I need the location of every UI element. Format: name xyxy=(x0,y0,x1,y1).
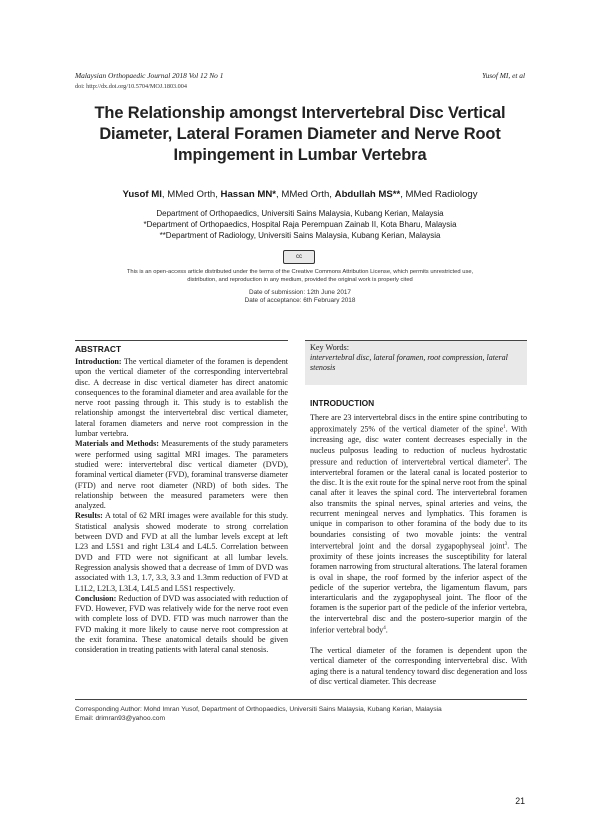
author-name: Hassan MN* xyxy=(220,189,276,200)
journal-name: Malaysian Orthopaedic Journal 2018 Vol 12 No 1 xyxy=(75,71,224,80)
citation-ref: 2 xyxy=(506,457,509,463)
doi-link[interactable]: doi: http://dx.doi.org/10.5704/MOJ.1803.004 xyxy=(75,83,187,90)
author-degree: , MMed Radiology xyxy=(400,189,478,200)
corresponding-author: Corresponding Author: Mohd Imran Yusof, Department of Orthopaedics, Universiti Sains Malaysia, Kubang Kerian, Malaysia xyxy=(75,706,442,713)
text-run: There are 23 intervertebral discs in the entire spine contributing to approximately 25% of the vertical diameter of the spine xyxy=(310,413,527,434)
text-run: . The proximity of these joints increases the susceptibility for lateral foramen narrowing from structural alterations. The lateral foramen is oval in shape, the roof formed by the inferior aspect of the pedicle of the superior vertebra, the ligamentum flavum, pars interarticularis and the zygapophyseal joint. The floor of the foramen is the superior part of the pedicle of the inferior vertebra, the intervertebral disc and the postero-superior margin of the inferior vertebral body xyxy=(310,541,527,635)
author-degree: , MMed Orth, xyxy=(276,189,335,200)
introduction-paragraph xyxy=(310,413,527,636)
introduction-body xyxy=(310,413,527,687)
abstract-conclusion xyxy=(75,594,288,656)
abstract-methods xyxy=(75,439,288,511)
affiliation: **Department of Radiology, Universiti Sains Malaysia, Kubang Kerian, Malaysia xyxy=(159,231,441,240)
section-label: Results: xyxy=(75,511,103,521)
acceptance-date: Date of acceptance: 6th February 2018 xyxy=(244,297,356,304)
page-number: 21 xyxy=(515,796,525,806)
licence-text: This is an open-access article distributed under the terms of the Creative Commons Attribution License, which permits unrestricted use, distribution, and reproduction in any medium, provided the original work is properly cited xyxy=(126,269,474,284)
creative-commons-icon[interactable]: cc xyxy=(283,250,315,264)
affiliation: *Department of Orthopaedics, Hospital Raja Perempuan Zainab II, Kota Bharu, Malaysia xyxy=(143,220,457,229)
abstract-introduction xyxy=(75,357,288,439)
text-run: . With increasing age, disc water content decreases especially in the nucleus pulposus leading to reduction of nucleus hydrostatic pressure and reduction of intervertebral vertical diameter xyxy=(310,424,527,467)
section-text: A total of 62 MRI images were available for this study. Statistical analysis showed moderate to strong correlation between DVD and FVD at all the lumbar levels except at left L23 and L5S1 and right L3L4 and L4L5. Correlation between DVD and FTD were not significant at all lumbar levels. Regression analysis showed that a decrease of 1mm of DVD was associated with 1.3, 1.7, 3.3, 3.3 and 1.3mm reduction of FVD at L1L2, L2L3, L3L4, L4L5 and L5S1 respectively. xyxy=(75,511,288,593)
section-text: Measurements of the study parameters were performed using sagittal MRI images. The parameters studied were: intervertebral disc vertical diameter (DVD), foraminal vertical diameter (FVD), foraminal transverse diameter (FTD) and nerve root diameter (NRD) of both sides. The relationship between the measured parameters were then analyzed. xyxy=(75,439,288,511)
paper-title: The Relationship amongst Intervertebral Disc Vertical Diameter, Lateral Foramen Diameter and Nerve Root Impingement in Lumbar Vertebra xyxy=(94,104,506,164)
section-label: Conclusion: xyxy=(75,593,117,603)
author-name: Abdullah MS** xyxy=(334,189,401,200)
author-email[interactable]: Email: drimran93@yahoo.com xyxy=(75,715,166,722)
author-degree: , MMed Orth, xyxy=(161,189,221,200)
abstract-body xyxy=(75,357,288,656)
introduction-heading: INTRODUCTION xyxy=(310,398,375,408)
abstract-heading: ABSTRACT xyxy=(75,344,122,354)
footer-divider xyxy=(75,699,527,700)
keywords-heading: Key Words: xyxy=(310,343,349,352)
abstract-results xyxy=(75,511,288,593)
introduction-paragraph: The vertical diameter of the foramen is dependent upon the vertical diameter of the corresponding intervertebral disc. With aging there is a natural tendency toward disc degeneration and loss of disc vertical diameter. This decrease xyxy=(310,645,527,686)
section-text: The vertical diameter of the foramen is dependent upon the vertical diameter of the corresponding intervertebral disc. A decrease in disc vertical diameter has direct anatomic consequences to the foraminal diameter and area available for the nerve root passing through it. This study is to establish the relationship amongst the intervertebral disc vertical diameter, lateral foramen diameters and nerve root compression in the lumbar vertebra. xyxy=(75,357,288,439)
text-run: . xyxy=(385,625,388,635)
running-author: Yusof MI, et al xyxy=(482,71,525,80)
citation-ref: 3 xyxy=(504,541,508,547)
abstract-divider xyxy=(75,340,288,341)
correspondence xyxy=(75,705,527,723)
section-label: Materials and Methods: xyxy=(75,439,159,449)
citation-ref: 4 xyxy=(383,626,386,631)
affiliation: Department of Orthopaedics, Universiti Sains Malaysia, Kubang Kerian, Malaysia xyxy=(156,209,444,218)
submission-date: Date of submission: 12th June 2017 xyxy=(249,289,351,296)
author-name: Yusof MI xyxy=(122,189,162,200)
keywords-text: intervertebral disc, lateral foramen, root compression, lateral stenosis xyxy=(310,353,508,373)
section-label: Introduction: xyxy=(75,357,122,366)
citation-ref: 1 xyxy=(503,425,506,431)
text-run: . The intervertebral foramen or the lateral canal is located posterior to the disc. It is the exit route for the spinal nerve root from the spinal canal after it leaves the spinal cord. The intervertebral foramen also transmits the spinal nerves, spinal arteries and veins, the recurrent meningeal nerves and lymphatics. This foramen is unique in comparison to other foramina of the body due to its boundaries consisting of two movable joints: the ventral intervertebral joint and the dorsal zygapophyseal joint xyxy=(310,457,527,551)
author-list xyxy=(0,189,600,200)
section-text: Reduction of DVD was associated with reduction of FVD. However, FVD was relatively wide for the nerve root even with complete loss of DVD. FTD was much narrower than the FVD making it more likely to cause nerve root compression at the exit foramina. These anatomical details should be given consideration in treating patients with lateral canal stenosis. xyxy=(75,593,288,655)
